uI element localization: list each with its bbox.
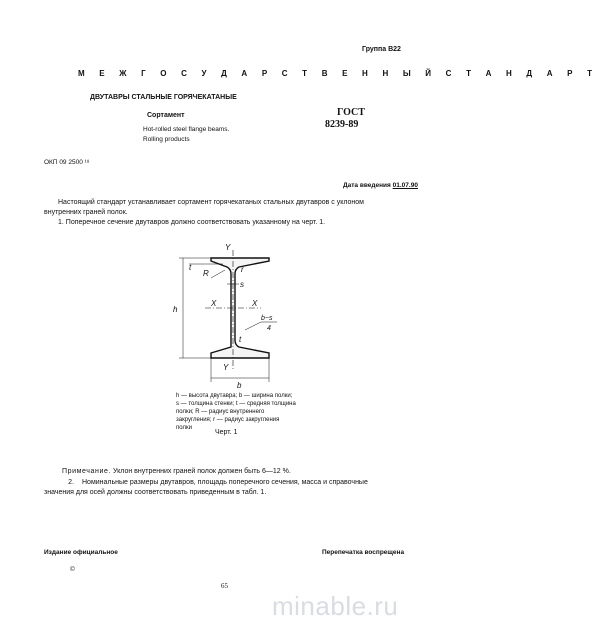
gost-number: 8239-89 bbox=[325, 119, 359, 130]
copyright-mark: © bbox=[70, 566, 75, 573]
title-en-line1: Hot-rolled steel flange beams. bbox=[143, 126, 230, 133]
label-b: b bbox=[237, 381, 242, 390]
title-en-line2: Rolling products bbox=[143, 136, 190, 143]
label-y-top: Y bbox=[225, 243, 231, 252]
introduction-date-label: Дата введения bbox=[343, 182, 391, 189]
label-r: r bbox=[241, 265, 244, 274]
watermark: minable.ru bbox=[272, 591, 399, 621]
gost-label: ГОСТ bbox=[337, 107, 365, 118]
note-label: Примечание. bbox=[62, 468, 112, 475]
footer-official-edition: Издание официальное bbox=[44, 549, 118, 556]
label-x-left: X bbox=[211, 299, 217, 308]
interstate-standard-heading: М Е Ж Г О С У Д А Р С Т В Е Н Н Ы Й С Т А Н Д А Р Т bbox=[78, 69, 598, 78]
label-frac-num: b−s bbox=[261, 315, 273, 322]
note-text: Уклон внутренних граней полок должен быть 6—12 %. bbox=[111, 468, 291, 475]
r-leader-line bbox=[211, 270, 225, 278]
label-s: s bbox=[240, 280, 244, 289]
label-h: h bbox=[173, 305, 178, 314]
page-number: 65 bbox=[221, 582, 228, 590]
note bbox=[62, 467, 362, 477]
label-t-web: t bbox=[239, 335, 242, 344]
paragraph-1: 1. Поперечное сечение двутавров должно соответствовать указанному на черт. 1. bbox=[58, 219, 326, 226]
label-x-right: X bbox=[252, 299, 258, 308]
okp-code: ОКП 09 2500 ¹⁸ bbox=[44, 159, 90, 166]
paragraph-2-text: Номинальные размеры двутавров, площадь поперечного сечения, масса и справочные значения для осей должны соответствовать приведенным в табл. 1. bbox=[44, 479, 368, 496]
drawing-label: Черт. 1 bbox=[215, 429, 238, 436]
introduction-date-value: 01.07.90 bbox=[392, 182, 418, 189]
document-subtitle-ru: Сортамент bbox=[147, 112, 185, 119]
document-title-ru: ДВУТАВРЫ СТАЛЬНЫЕ ГОРЯЧЕКАТАНЫЕ bbox=[90, 94, 237, 101]
introduction-date bbox=[343, 181, 418, 190]
label-t: t bbox=[189, 263, 192, 272]
group-code: Группа В22 bbox=[362, 46, 401, 53]
paragraph-2 bbox=[44, 478, 374, 497]
flange-offset-leader bbox=[245, 322, 261, 330]
i-beam-cross-section-drawing bbox=[165, 240, 305, 400]
footer-reprint-prohibited: Перепечатка воспрещена bbox=[322, 549, 405, 556]
paragraph-intro: Настоящий стандарт устанавливает сортамент горячекатаных стальных двутавров с уклоном внутренних граней полок. bbox=[44, 199, 364, 216]
paragraph-2-number: 2. bbox=[68, 479, 74, 486]
label-y-bottom: Y bbox=[223, 363, 229, 372]
figure-caption: h — высота двутавра; b — ширина полки; s — толщина стенки; t — средняя толщина полки; R — радиус внутреннего закругления; r — радиус закругления полки bbox=[176, 393, 296, 431]
label-R: R bbox=[203, 269, 209, 278]
label-frac-den: 4 bbox=[267, 325, 271, 332]
